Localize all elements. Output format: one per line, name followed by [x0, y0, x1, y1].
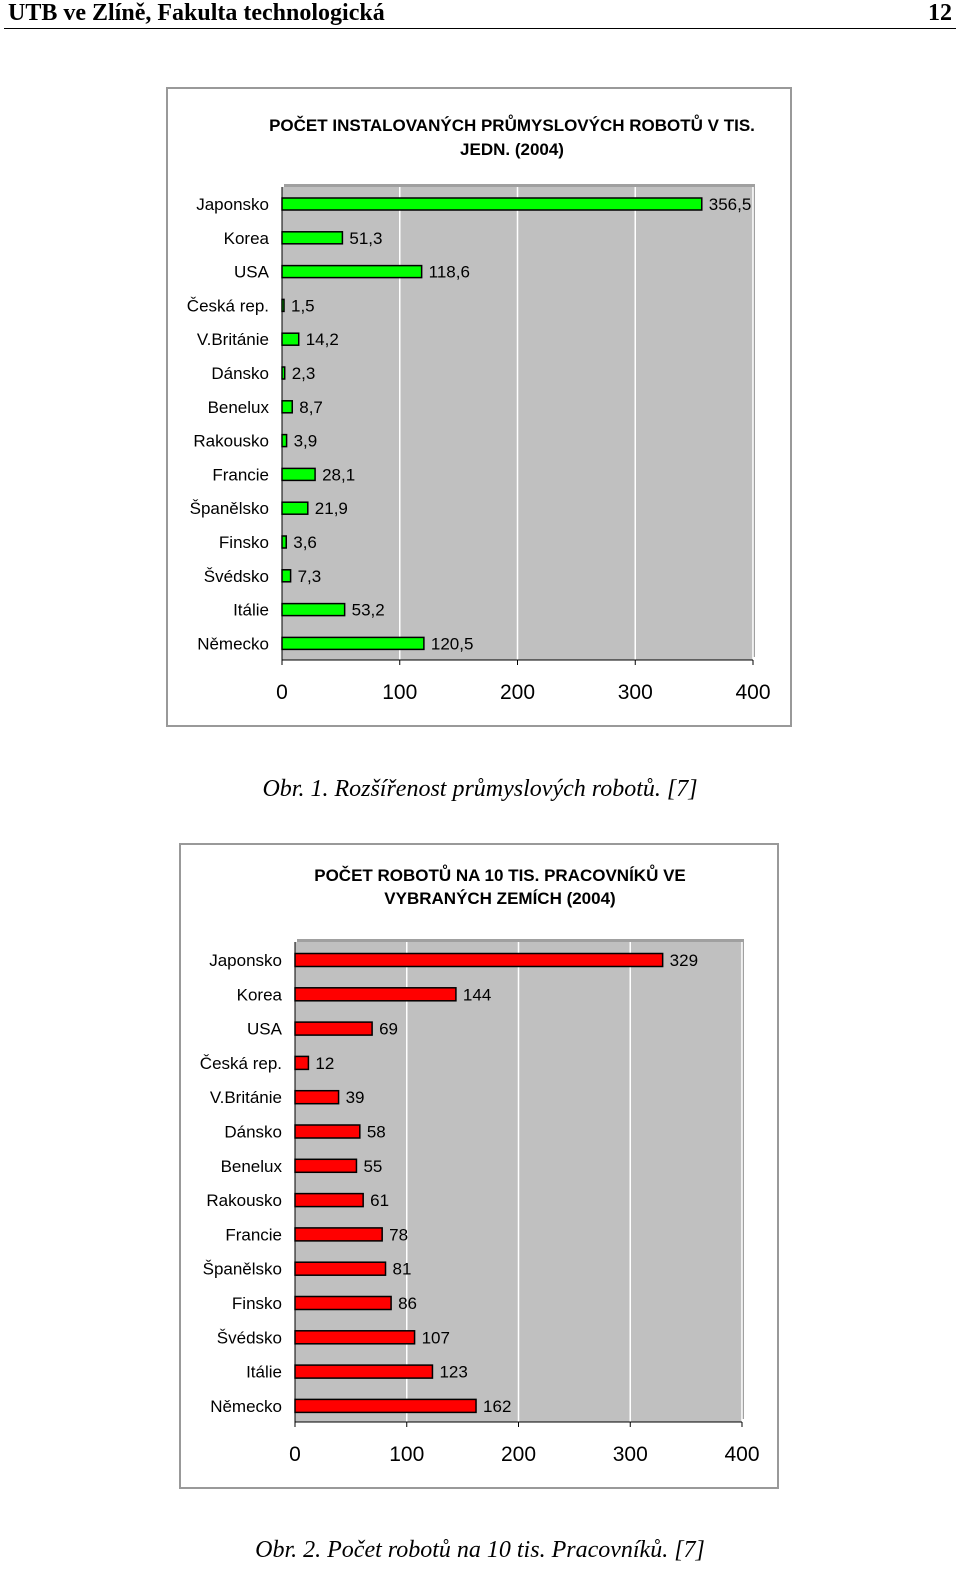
chart1-value-label: 14,2: [305, 330, 339, 350]
chart2-category-label: Dánsko: [224, 1122, 282, 1142]
chart2-category-label: Česká rep.: [199, 1053, 282, 1073]
chart1-bar: [282, 232, 342, 244]
chart2-category-label: Itálie: [246, 1362, 282, 1382]
chart1-value-label: 120,5: [430, 634, 474, 654]
chart1-value-label: 28,1: [322, 465, 356, 485]
chart2-title-line: VYBRANÝCH ZEMÍCH (2004): [384, 889, 616, 908]
chart1-value-label: 3,9: [293, 431, 318, 451]
chart2-value-label: 81: [392, 1259, 412, 1279]
chart1-bar: [282, 468, 315, 480]
chart2-bar: [295, 1297, 391, 1310]
figure-caption-2: Obr. 2. Počet robotů na 10 tis. Pracovníků. [7]: [255, 1537, 705, 1563]
chart2-value-label: 144: [462, 985, 492, 1005]
chart2-title-line: POČET ROBOTŮ NA 10 TIS. PRACOVNÍKŮ VE: [314, 866, 686, 885]
chart2-category-label: Rakousko: [206, 1191, 282, 1211]
chart2-bar: [295, 1331, 415, 1344]
chart2-bar: [295, 1056, 308, 1069]
chart1-category-label: Japonsko: [196, 195, 269, 214]
chart2-bar: [295, 1091, 339, 1104]
chart1-category-label: Itálie: [233, 600, 269, 620]
chart1-bar: [282, 570, 291, 582]
chart1-value-label: 118,6: [428, 262, 470, 282]
chart1-value-label: 3,6: [293, 533, 317, 552]
chart2-value-label: 39: [345, 1088, 365, 1108]
chart1-value-label: 356,5: [708, 195, 752, 214]
chart2-bar: [295, 1159, 356, 1172]
chart1-x-tick-label: 100: [382, 681, 418, 704]
chart1-value-label: 21,9: [314, 499, 348, 519]
chart2-bar: [295, 954, 663, 967]
chart1-category-label: Německo: [197, 634, 269, 654]
chart2-x-tick-label: 0: [289, 1443, 301, 1466]
chart2-bar: [295, 1194, 363, 1207]
chart2-bar: [295, 1022, 372, 1035]
chart2-category-label: Japonsko: [209, 951, 282, 970]
chart1-bar: [282, 401, 292, 413]
chart2-value-label: 78: [389, 1225, 409, 1245]
chart1-bar: [282, 299, 284, 311]
chart1-value-label: 1,5: [291, 296, 315, 316]
chart1-category-label: V.Británie: [196, 330, 269, 350]
chart2-bar: [295, 1262, 386, 1275]
chart2-bar: [295, 1365, 432, 1378]
chart1-title-line: POČET INSTALOVANÝCH PRŮMYSLOVÝCH ROBOTŮ V TIS.: [269, 116, 755, 135]
chart1-x-tick-label: 200: [499, 681, 536, 704]
chart1-bar: [282, 502, 308, 514]
chart2-category-label: V.Británie: [209, 1088, 282, 1108]
chart1-value-label: 8,7: [299, 397, 323, 417]
chart1-bar: [282, 333, 299, 345]
chart1-value-label: 7,3: [297, 566, 322, 586]
chart2-bar: [295, 1399, 476, 1412]
chart2-category-label: Španělsko: [202, 1259, 282, 1279]
chart1-value-label: 51,3: [349, 228, 383, 248]
chart2-value-label: 55: [363, 1156, 383, 1176]
chart1-x-tick-label: 0: [276, 681, 288, 704]
chart1-x-tick-label: 300: [617, 681, 653, 704]
chart1-bar: [282, 367, 285, 379]
chart1-title-line: JEDN. (2004): [460, 140, 564, 159]
chart1-category-label: Korea: [223, 228, 269, 248]
chart2-category-label: Německo: [210, 1396, 282, 1416]
chart2-category-label: Benelux: [220, 1156, 282, 1176]
chart2-value-label: 58: [366, 1122, 386, 1142]
page-number: 12: [928, 0, 952, 26]
chart1-x-tick-label: 400: [735, 681, 771, 704]
figure-caption-1: Obr. 1. Rozšířenost průmyslových robotů. [7]: [262, 776, 698, 802]
chart2-value-label: 162: [483, 1396, 512, 1416]
chart1-value-label: 53,2: [351, 600, 385, 620]
chart1-category-label: Rakousko: [193, 431, 269, 451]
chart2-value-label: 61: [370, 1191, 390, 1211]
chart1-bar: [282, 435, 287, 447]
chart1-bar: [282, 198, 702, 210]
chart1-category-label: Dánsko: [211, 364, 269, 383]
chart1-category-label: Finsko: [218, 533, 269, 552]
chart2-category-label: Korea: [236, 985, 282, 1005]
chart2-value-label: 107: [421, 1328, 450, 1348]
chart2-bar: [295, 988, 456, 1001]
chart2-value-label: 123: [439, 1362, 468, 1382]
chart2-bar: [295, 1228, 382, 1241]
chart1-bar: [282, 637, 424, 649]
chart2-bar: [295, 1125, 360, 1138]
chart1-bar: [282, 266, 422, 278]
chart2-category-label: Francie: [225, 1225, 282, 1245]
chart1-category-label: USA: [234, 262, 269, 282]
chart2-value-label: 69: [379, 1019, 399, 1039]
chart1-category-label: Francie: [212, 465, 269, 485]
chart2-category-label: Finsko: [231, 1294, 282, 1313]
chart2-category-label: Švédsko: [216, 1328, 282, 1348]
header-title: UTB ve Zlíně, Fakulta technologická: [8, 0, 385, 26]
chart1-category-label: Česká rep.: [186, 296, 269, 316]
chart1-bar: [282, 536, 286, 548]
chart2-x-tick-label: 300: [612, 1443, 648, 1466]
chart1-bar: [282, 604, 345, 616]
chart2-value-label: 329: [669, 951, 699, 970]
chart2-x-tick-label: 400: [724, 1443, 760, 1466]
chart1-category-label: Švédsko: [203, 566, 269, 586]
chart2-value-label: 12: [315, 1053, 335, 1073]
chart1-category-label: Benelux: [207, 397, 269, 417]
chart2-x-tick-label: 200: [500, 1443, 537, 1466]
chart1-category-label: Španělsko: [189, 499, 269, 519]
chart1-value-label: 2,3: [291, 364, 316, 383]
chart2-category-label: USA: [247, 1019, 282, 1039]
chart2-value-label: 86: [398, 1294, 418, 1313]
chart2-x-tick-label: 100: [389, 1443, 425, 1466]
